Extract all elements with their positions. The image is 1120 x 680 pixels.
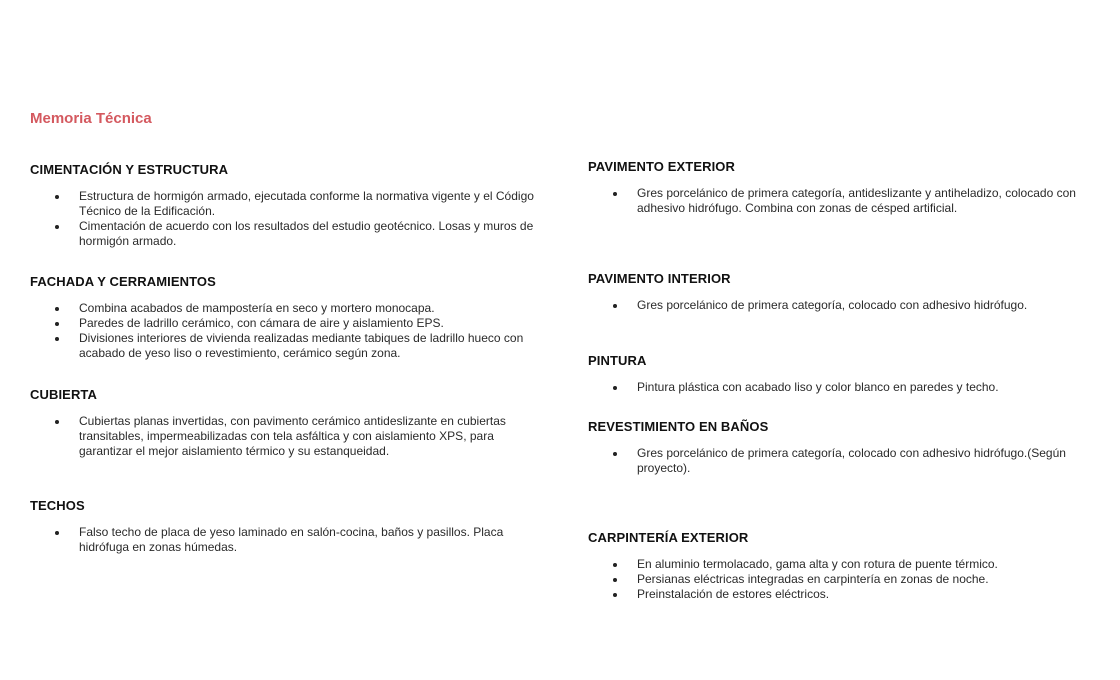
section-pavimento-interior: [588, 271, 1100, 313]
section-revestimiento-banos: [588, 419, 1100, 476]
section-heading: PAVIMENTO EXTERIOR: [588, 159, 735, 174]
list-item: Combina acabados de mampostería en seco y mortero monocapa.: [79, 301, 542, 316]
section-pavimento-exterior: [588, 159, 1100, 216]
section-pintura: [588, 353, 1100, 395]
section-fachada: [30, 274, 542, 361]
list-item: Paredes de ladrillo cerámico, con cámara de aire y aislamiento EPS.: [79, 316, 542, 331]
bullet-list: [30, 414, 542, 459]
list-item: Cubiertas planas invertidas, con pavimento cerámico antideslizante en cubiertas transitables, impermeabilizadas con tela asfáltica y con aislamiento XPS, para garantizar el mejor aislamiento térmico y su estanqueidad.: [79, 414, 542, 459]
list-item: Cimentación de acuerdo con los resultados del estudio geotécnico. Losas y muros de hormigón armado.: [79, 219, 542, 249]
bullet-list: [30, 189, 542, 249]
list-item: Gres porcelánico de primera categoría, colocado con adhesivo hidrófugo.: [637, 298, 1100, 313]
list-item: Persianas eléctricas integradas en carpintería en zonas de noche.: [637, 572, 1100, 587]
list-item: Gres porcelánico de primera categoría, colocado con adhesivo hidrófugo.(Según proyecto).: [637, 446, 1100, 476]
list-item: Divisiones interiores de vivienda realizadas mediante tabiques de ladrillo hueco con acabado de yeso liso o revestimiento, cerámico según zona.: [79, 331, 542, 361]
section-carpinteria-exterior: [588, 530, 1100, 602]
bullet-list: [30, 301, 542, 361]
page-title: Memoria Técnica: [30, 110, 152, 127]
bullet-list: [588, 380, 1100, 395]
section-heading: FACHADA Y CERRAMIENTOS: [30, 274, 216, 289]
section-cubierta: [30, 387, 542, 459]
bullet-list: [588, 298, 1100, 313]
list-item: Falso techo de placa de yeso laminado en salón-cocina, baños y pasillos. Placa hidrófuga en zonas húmedas.: [79, 525, 542, 555]
list-item: Pintura plástica con acabado liso y color blanco en paredes y techo.: [637, 380, 1100, 395]
list-item: Estructura de hormigón armado, ejecutada conforme la normativa vigente y el Código Técnico de la Edificación.: [79, 189, 542, 219]
section-heading: CARPINTERÍA EXTERIOR: [588, 530, 749, 545]
section-heading: REVESTIMIENTO EN BAÑOS: [588, 419, 769, 434]
section-cimentacion: [30, 162, 542, 249]
section-techos: [30, 498, 542, 555]
section-heading: PINTURA: [588, 353, 647, 368]
list-item: En aluminio termolacado, gama alta y con rotura de puente térmico.: [637, 557, 1100, 572]
section-heading: CUBIERTA: [30, 387, 97, 402]
section-heading: PAVIMENTO INTERIOR: [588, 271, 731, 286]
section-heading: CIMENTACIÓN Y ESTRUCTURA: [30, 162, 229, 177]
bullet-list: [588, 557, 1100, 602]
section-heading: TECHOS: [30, 498, 85, 513]
bullet-list: [588, 446, 1100, 476]
bullet-list: [588, 186, 1100, 216]
list-item: Gres porcelánico de primera categoría, antideslizante y antiheladizo, colocado con adhesivo hidrófugo. Combina con zonas de césped artificial.: [637, 186, 1100, 216]
bullet-list: [30, 525, 542, 555]
list-item: Preinstalación de estores eléctricos.: [637, 587, 1100, 602]
